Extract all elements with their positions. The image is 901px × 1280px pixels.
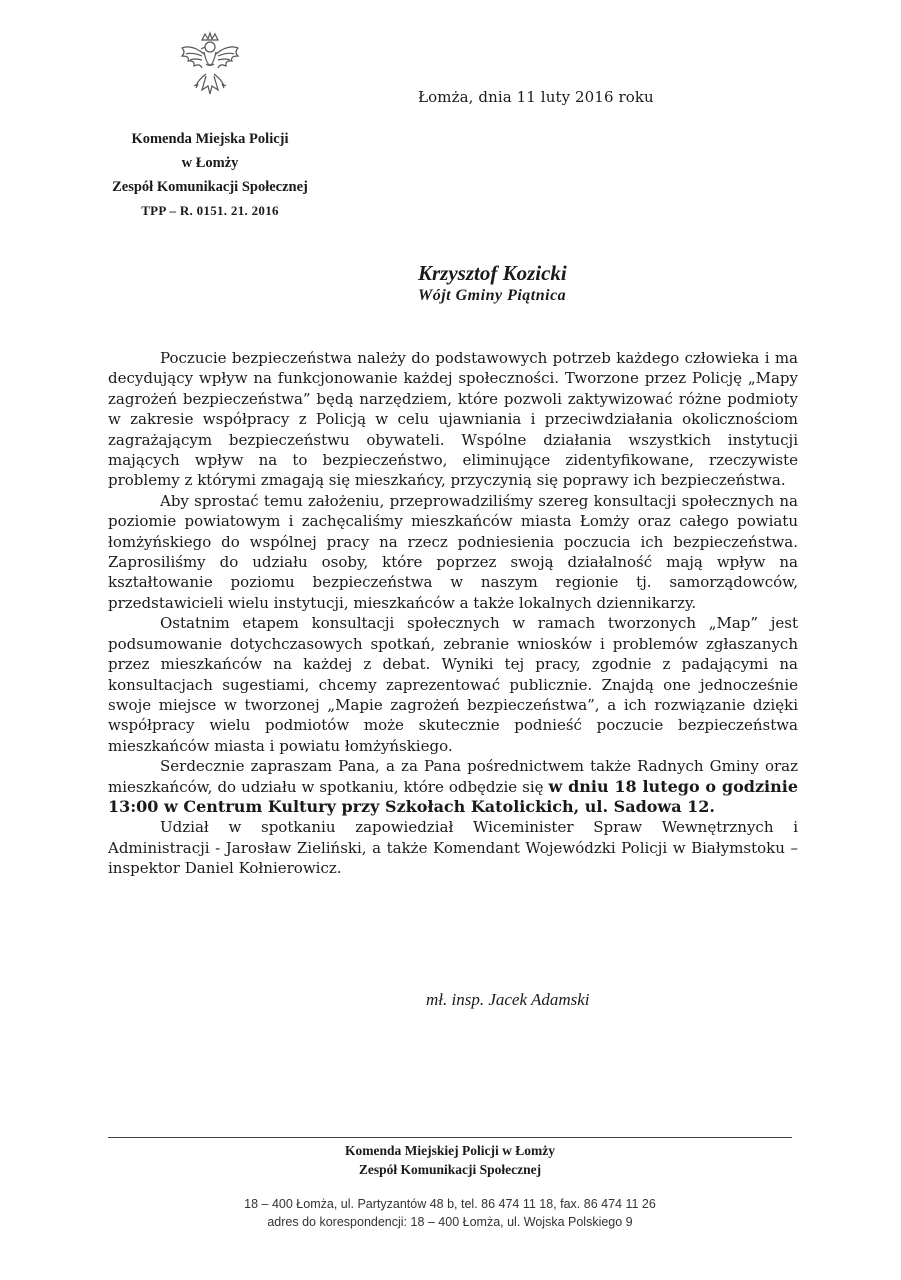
- paragraph-1: Poczucie bezpieczeństwa należy do podstawowych potrzeb każdego człowieka i ma decydujący wpływ na funkcjonowanie każdej społeczności. Tworzone przez Policję „Mapy zagrożeń bezpieczeństwa” będą narzędziem, które pozwoli zaktywizować różne podmioty w zakresie współpracy z Policją w celu ujawniania i przeciwdziałania okolicznościom zagrażającym bezpieczeństwu obywateli. Wspólne działania wszystkich instytucji mających wpływ na to bezpieczeństwo, eliminujące zidentyfikowane, rzeczywiste problemy z którymi zmagają się mieszkańcy, przyczynią się poprawy ich bezpieczeństwa.: [108, 349, 798, 490]
- footer-address-2: adres do korespondencji: 18 – 400 Łomża, ul. Wojska Polskiego 9: [267, 1215, 633, 1229]
- footer-divider: [108, 1137, 792, 1138]
- recipient-title: Wójt Gminy Piątnica: [418, 287, 567, 304]
- signature: mł. insp. Jacek Adamski: [426, 990, 590, 1009]
- invitation-text: Serdecznie zapraszam Pana, a za Pana pośrednictwem także Radnych Gminy oraz mieszkańców, do udziału w spotkaniu, które odbędzie się: [108, 757, 798, 796]
- paragraph-4: [108, 756, 798, 817]
- recipient-name: Krzysztof Kozicki: [418, 261, 567, 285]
- paragraph-2: Aby sprostać temu założeniu, przeprowadziliśmy szereg konsultacji społecznych na poziomie powiatowym i zachęcaliśmy mieszkańców miasta Łomży oraz całego powiatu łomżyńskiego do wspólnej pracy na rzecz podniesienia poczucia ich bezpieczeństwa. Zaprosiliśmy do udziału osoby, które poprzez swoją działalność mają wpływ na kształtowanie poziomu bezpieczeństwa w naszym regionie tj. samorządowców, przedstawicieli wielu instytucji, mieszkańców a także lokalnych dziennikarzy.: [108, 491, 798, 612]
- footer-address-1: 18 – 400 Łomża, ul. Partyzantów 48 b, tel. 86 474 11 18, fax. 86 474 11 26: [244, 1197, 656, 1211]
- footer-title-1: Komenda Miejskiej Policji w Łomży: [345, 1143, 555, 1158]
- paragraph-3: Ostatnim etapem konsultacji społecznych w ramach tworzonych „Map” jest podsumowanie dotychczasowych spotkań, zebranie wniosków i problemów zgłaszanych przez mieszkańców na każdej z debat. Wyniki tej pracy, zgodnie z padającymi na konsultacjach sugestiami, chcemy zaprezentować publicznie. Znajdą one jednocześnie swoje miejsce w tworzonej „Mapie zagrożeń bezpieczeństwa”, a ich rozwiązanie dzięki współpracy wielu podmiotów może skutecznie podnieść poczucie bezpieczeństwa mieszkańców miasta i powiatu łomżyńskiego.: [108, 614, 798, 755]
- sender-line-1: Komenda Miejska Policji: [131, 131, 289, 147]
- footer-title-2: Zespół Komunikacji Społecznej: [358, 1162, 542, 1177]
- meeting-details: w dniu 18 lutego o godzinie 13:00 w Centrum Kultury przy Szkołach Katolickich, ul. Sadowa 12.: [108, 776, 798, 816]
- footer: [108, 1141, 792, 1231]
- date-line: Łomża, dnia 11 luty 2016 roku: [418, 88, 654, 106]
- reference-number: TPP – R. 0151. 21. 2016: [141, 203, 279, 218]
- sender-line-3: Zespół Komunikacji Społecznej: [112, 179, 308, 195]
- paragraph-5: Udział w spotkaniu zapowiedział Wiceminister Spraw Wewnętrznych i Administracji - Jarosław Zieliński, a także Komendant Wojewódzki Policji w Białymstoku – inspektor Daniel Kołnierowicz.: [108, 818, 798, 878]
- polish-eagle-emblem-icon: [168, 30, 252, 114]
- letter-body: [108, 348, 798, 879]
- footer-spacer: [108, 1179, 792, 1195]
- sender-line-2: w Łomży: [181, 155, 239, 171]
- sender-header: [60, 127, 360, 223]
- recipient-block: [418, 260, 567, 306]
